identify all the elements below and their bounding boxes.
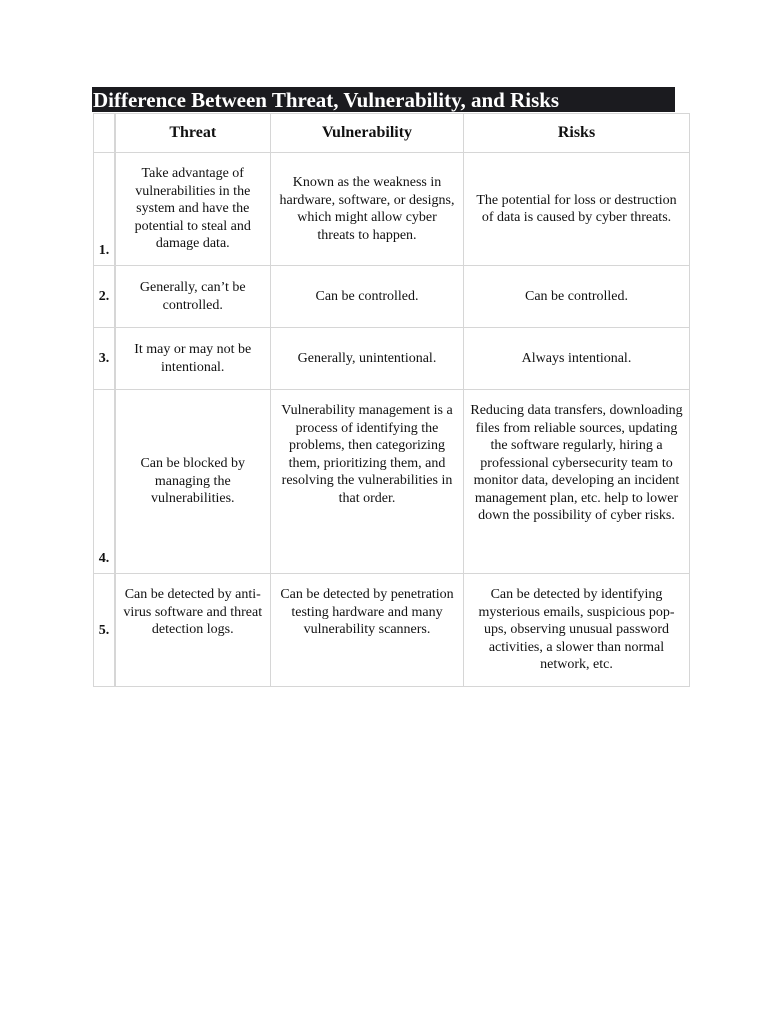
header-number: [94, 114, 115, 153]
vulnerability-cell: Can be detected by penetration testing hardware and many vulnerability scanners.: [271, 574, 464, 687]
table-row: [94, 266, 690, 328]
vulnerability-cell: Can be controlled.: [271, 266, 464, 328]
risks-cell: Reducing data transfers, downloading files from reliable sources, updating the software regularly, hiring a professional cybersecurity team to monitor data, developing an incident management plan, etc. help to lower down the possibility of cyber risks.: [464, 390, 690, 574]
threat-cell: Can be detected by anti-virus software and threat detection logs.: [115, 574, 271, 687]
vulnerability-cell: Known as the weakness in hardware, software, or designs, which might allow cyber threats to happen.: [271, 153, 464, 266]
row-number: 1.: [94, 153, 115, 266]
vulnerability-cell: Vulnerability management is a process of identifying the problems, then categorizing them, prioritizing them, and resolving the vulnerabilities in that order.: [271, 390, 464, 574]
table-row: [94, 574, 690, 687]
threat-cell: Take advantage of vulnerabilities in the system and have the potential to steal and damage data.: [115, 153, 271, 266]
table-row: [94, 328, 690, 390]
comparison-table: [93, 113, 690, 687]
table-header-row: [94, 114, 690, 153]
vulnerability-cell: Generally, unintentional.: [271, 328, 464, 390]
header-threat: Threat: [115, 114, 271, 153]
threat-cell: It may or may not be intentional.: [115, 328, 271, 390]
row-number: 4.: [94, 390, 115, 574]
row-number: 3.: [94, 328, 115, 390]
row-number: 5.: [94, 574, 115, 687]
risks-cell: Can be detected by identifying mysterious emails, suspicious pop-ups, observing unusual password activities, a slower than normal network, etc.: [464, 574, 690, 687]
threat-cell: Can be blocked by managing the vulnerabilities.: [115, 390, 271, 574]
header-risks: Risks: [464, 114, 690, 153]
risks-cell: Always intentional.: [464, 328, 690, 390]
document-title: Difference Between Threat, Vulnerability, and Risks: [92, 87, 675, 112]
header-vulnerability: Vulnerability: [271, 114, 464, 153]
threat-cell: Generally, can’t be controlled.: [115, 266, 271, 328]
table-row: [94, 153, 690, 266]
table-row: [94, 390, 690, 574]
risks-cell: Can be controlled.: [464, 266, 690, 328]
risks-cell: The potential for loss or destruction of data is caused by cyber threats.: [464, 153, 690, 266]
row-number: 2.: [94, 266, 115, 328]
